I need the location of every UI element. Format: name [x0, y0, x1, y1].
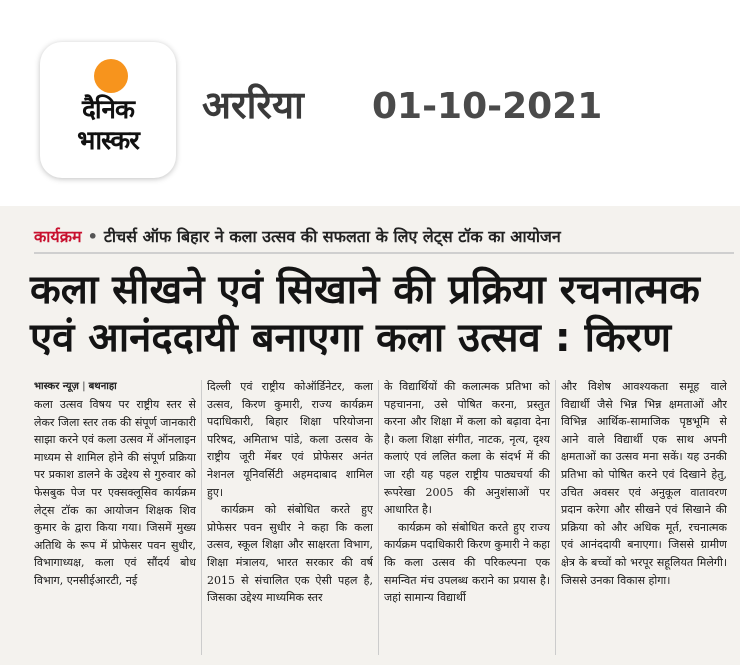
column-divider: [555, 380, 556, 655]
kicker-label: कार्यक्रम: [34, 227, 82, 246]
paragraph: दिल्ली एवं राष्ट्रीय कोऑर्डिनेटर, कला उत्सव, किरण कुमारी, राज्य कार्यक्रम पदाधिकारी, बिहार शिक्षा परियोजना परिषद, अमिताभ पांडे, कला उत्सव के राष्ट्रीय जूरी मेंबर एवं प्रोफेसर अनंत नेशनल यूनिवर्सिटी अहमदाबाद शामिल हुए।: [207, 380, 373, 499]
edition-name: अररिया: [202, 83, 304, 127]
paragraph: और विशेष आवश्यकता समूह वाले विद्यार्थी जैसे भिन्न भिन्न क्षमताओं और विभिन्न आर्थिक-सामाजिक पृष्ठभूमि से आने वाले विद्यार्थी एक साथ अपनी क्षमताओं का उत्सव मना सकें। यह उनकी प्रतिभा को पोषित करने एवं दिखाने हेतु, उचित अवसर एवं अनुकूल वातावरण प्रदान करेगा और सीखने एवं सिखाने की प्रक्रिया को और अधिक मूर्त, रचनात्मक एवं आनंददायी बनाएगा। जिससे ग्रामीण क्षेत्र के बच्चों को भरपूर सहूलियत मिलेगी। जिससे उनका विकास होगा।: [561, 380, 727, 587]
page-header: [0, 0, 740, 190]
kicker-text: टीचर्स ऑफ बिहार ने कला उत्सव की सफलता के लिए लेट्स टॉक का आयोजन: [103, 227, 561, 246]
edition-date: 01-10-2021: [372, 86, 603, 127]
paragraph: कला उत्सव विषय पर राष्ट्रीय स्तर से लेकर जिला स्तर तक की संपूर्ण जानकारी साझा करने एवं कला उत्सव में ऑनलाइन माध्यम से शामिल होने की संपूर्ण प्रक्रिया पर प्रकाश डालने के उद्देश्य से गुरुवार को फेसबुक पेज पर एक्सक्लूसिव कार्यक्रम लेट्स टॉक का आयोजन शिक्षक शिव कुमार के द्वारा किया गया। जिसमें मुख्य अतिथि के रूप में प्रोफेसर पवन सुधीर, विभागाध्यक्ष, कला एवं सौंदर्य बोध विभाग, एनसीईआरटी, नई: [34, 398, 196, 587]
kicker-line: [34, 222, 734, 254]
headline-line-1: कला सीखने एवं सिखाने की प्रक्रिया रचनात्मक: [30, 267, 700, 313]
dainik-bhaskar-logo: [40, 42, 176, 178]
kicker-bullet: •: [87, 227, 98, 246]
article-column-4: [561, 378, 727, 660]
article-column-2: [207, 378, 373, 660]
headline: [30, 266, 730, 362]
paragraph: कार्यक्रम को संबोधित करते हुए प्रोफेसर पवन सुधीर ने कहा कि कला उत्सव, स्कूल शिक्षा और साक्षरता विभाग, शिक्षा मंत्रालय, भारत सरकार की वर्ष 2015 से संचालित एक ऐसी पहल है, जिसका उद्देश्य माध्यमिक स्तर: [207, 503, 373, 605]
byline-source: भास्कर न्यूज़: [34, 381, 79, 392]
logo-text-bhaskar: भास्कर: [77, 126, 139, 156]
logo-text-dainik: दैनिक: [82, 95, 134, 125]
sun-icon: [94, 59, 128, 93]
headline-line-2: एवं आनंददायी बनाएगा कला उत्सव : किरण: [30, 315, 671, 361]
paragraph: के विद्यार्थियों की कलात्मक प्रतिभा को पहचानना, उसे पोषित करना, प्रस्तुत करना और शिक्षा में कला को बढ़ावा देना है। कला शिक्षा संगीत, नाटक, नृत्य, दृश्य कलाएं एवं ललित कला के संदर्भ में की जा रही यह पहल राष्ट्रीय पाठ्यचर्या की रूपरेखा 2005 की अनुशंसाओं पर आधारित है।: [384, 380, 550, 517]
byline: [34, 378, 117, 392]
article-column-3: [384, 378, 550, 660]
column-divider: [201, 380, 202, 655]
byline-place: बथनाहा: [88, 381, 117, 392]
column-divider: [378, 380, 379, 655]
byline-separator: |: [81, 381, 86, 392]
paragraph: कार्यक्रम को संबोधित करते हुए राज्य कार्यक्रम पदाधिकारी किरण कुमारी ने कहा कि कला उत्सव की परिकल्पना एक समन्वित मंच उपलब्ध कराने का प्रयास है। जहां सामान्य विद्यार्थी: [384, 520, 550, 605]
article-column-1: [34, 396, 196, 660]
